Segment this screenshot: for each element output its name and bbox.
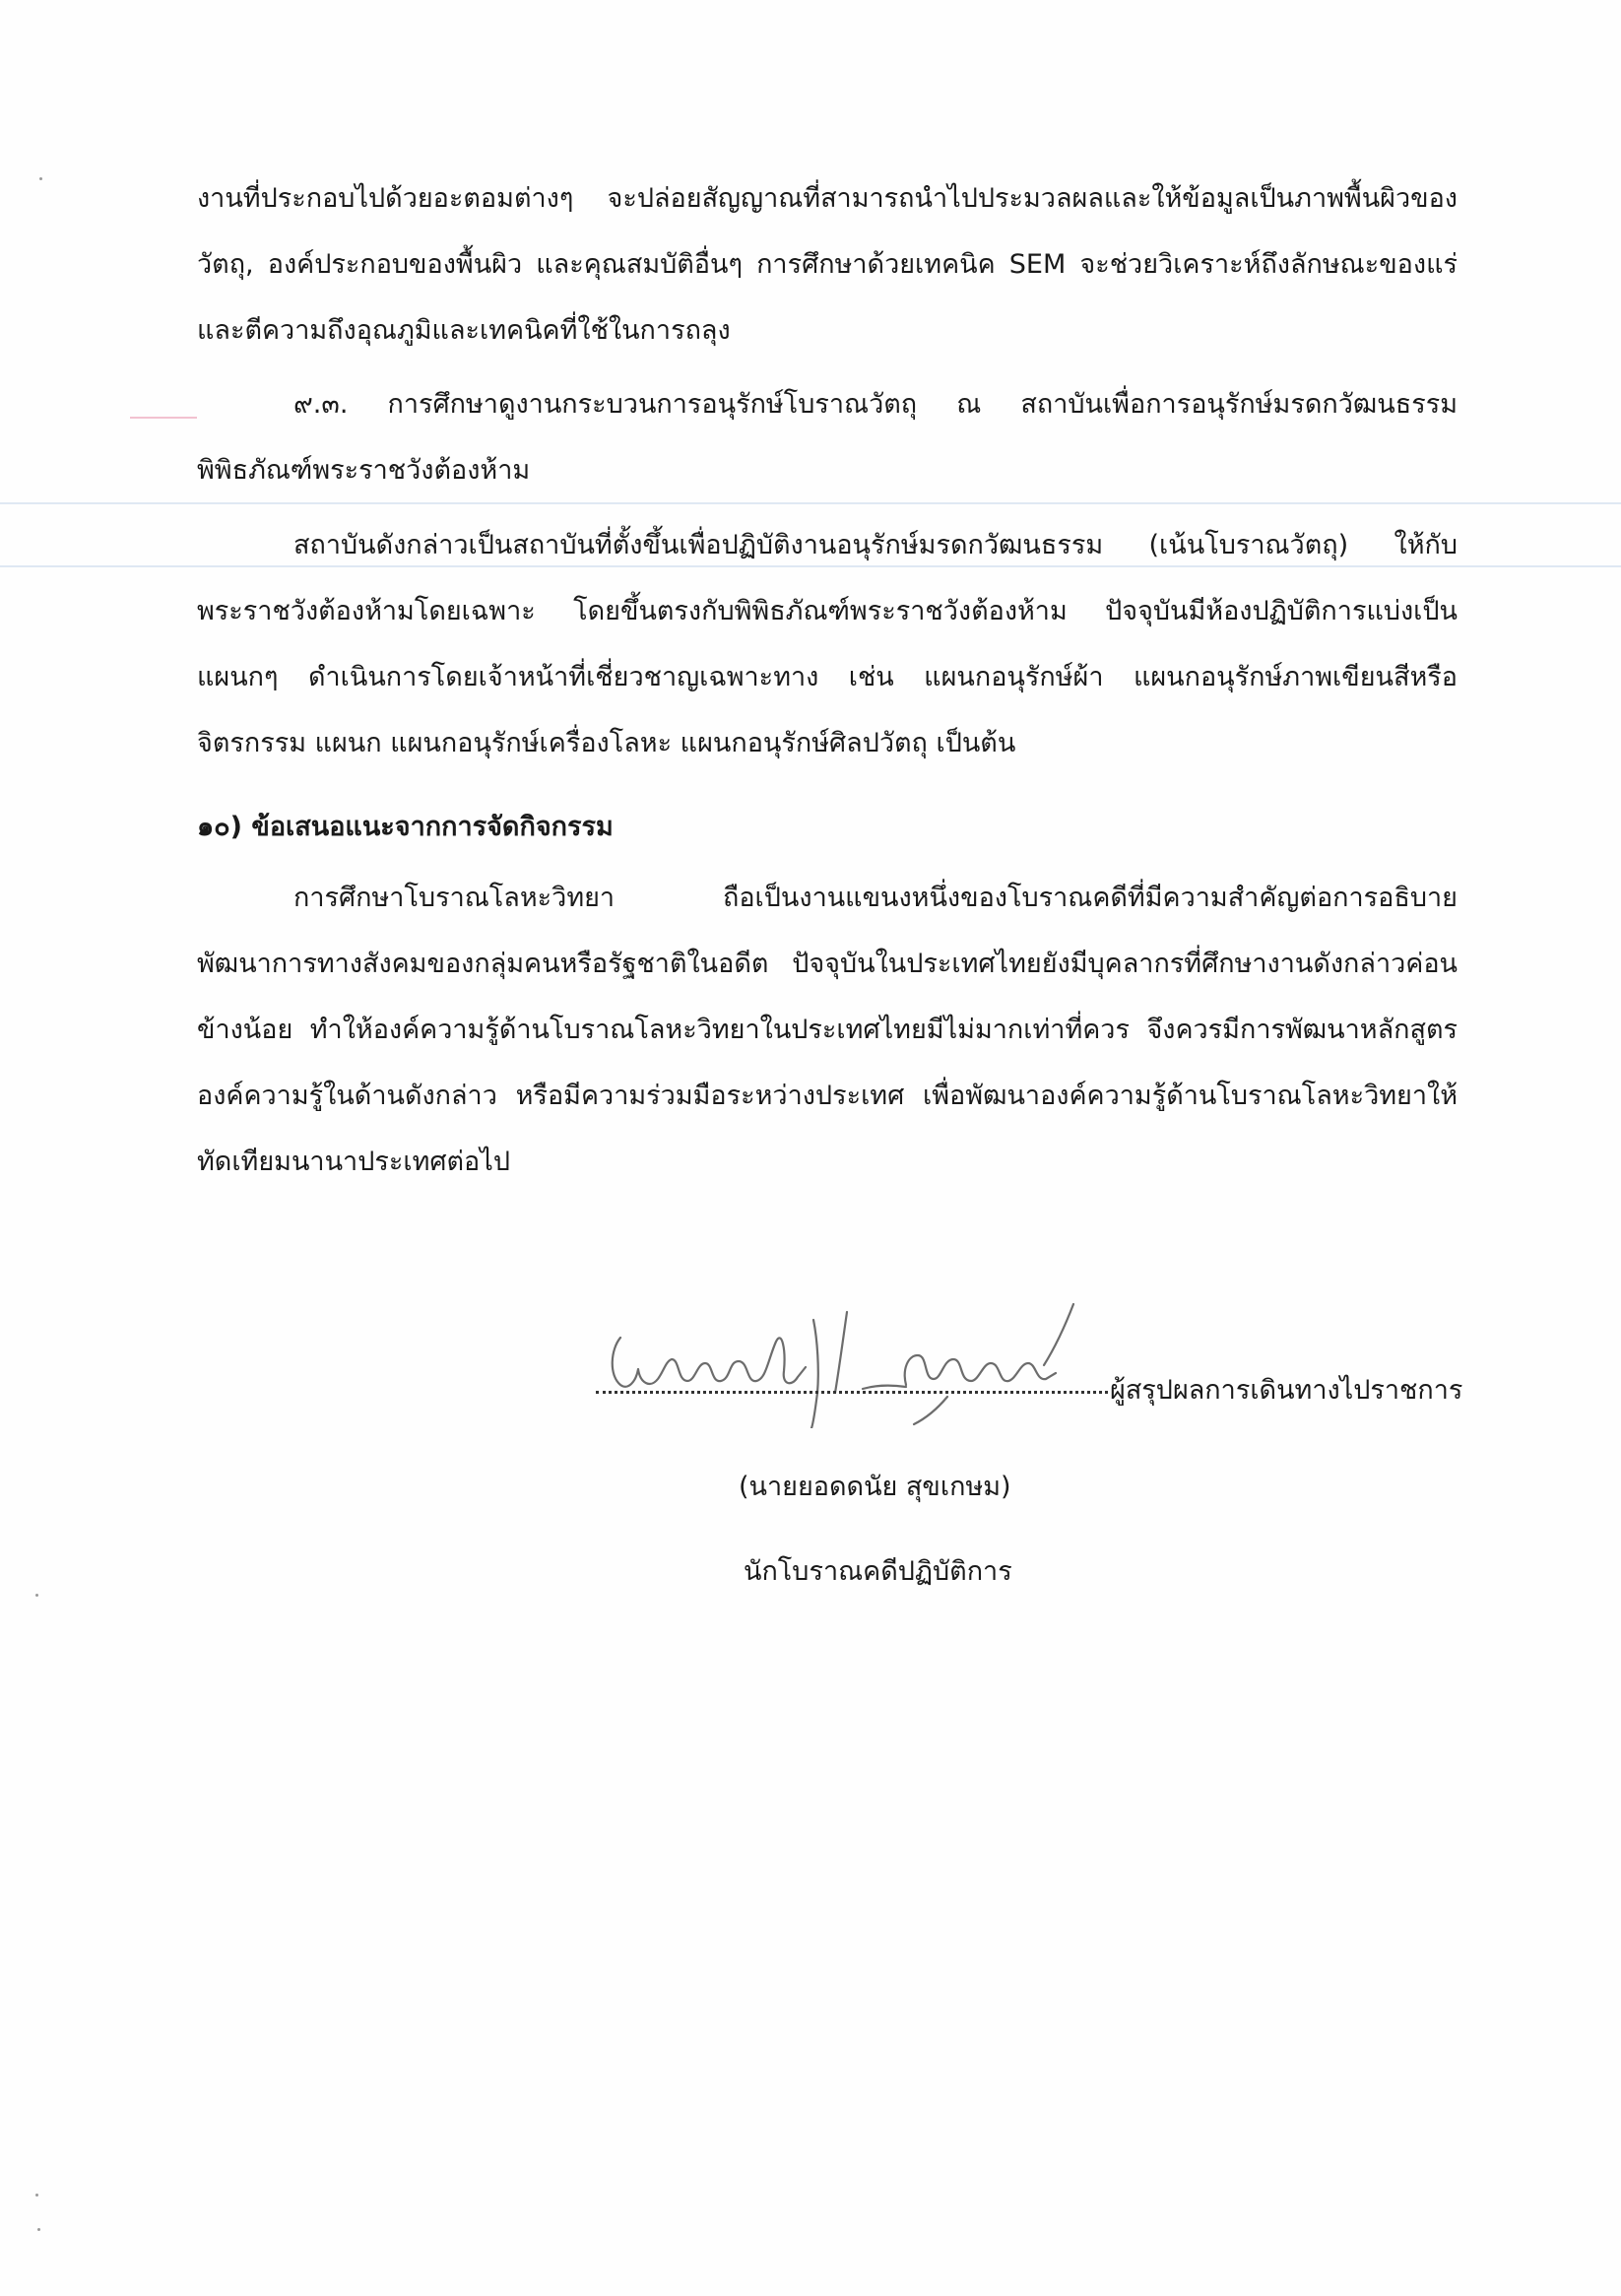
margin-mark [130, 417, 197, 419]
section-heading-text: ๙.๓. การศึกษาดูงานกระบวนการอนุรักษ์โบราณวัตถุ ณ สถาบันเพื่อการอนุรักษ์มรดกวัฒนธรรมพิพิธภัณฑ์พระราชวังต้องห้าม [197, 389, 1458, 486]
signature-dotted-line [596, 1391, 1108, 1394]
section-9-3-heading [197, 371, 1458, 503]
scan-speck [35, 1594, 38, 1597]
handwritten-signature [581, 1290, 1093, 1428]
section-10-heading [197, 794, 1458, 860]
section-body-text: สถาบันดังกล่าวเป็นสถาบันที่ตั้งขึ้นเพื่อปฏิบัติงานอนุรักษ์มรดกวัฒนธรรม (เน้นโบราณวัตถุ) ให้กับพระราชวังต้องห้ามโดยเฉพาะ โดยขึ้นตรงกับพิพิธภัณฑ์พระราชวังต้องห้าม ปัจจุบันมีห้องปฏิบัติการแบ่งเป็นแผนกๆ ดำเนินการโดยเจ้าหน้าที่เชี่ยวชาญเฉพาะทาง เช่น แผนกอนุรักษ์ผ้า แผนกอนุรักษ์ภาพเขียนสีหรือจิตรกรรม แผนก แผนกอนุรักษ์เครื่องโลหะ แผนกอนุรักษ์ศิลปวัตถุ เป็นต้น [197, 530, 1458, 758]
signatory-name: (นายยอดดนัย สุขเกษม) [739, 1472, 1011, 1502]
scan-speck [35, 2194, 38, 2197]
scan-speck [37, 2228, 40, 2231]
signature-role-label: ผู้สรุปผลการเดินทางไปราชการ [1110, 1375, 1463, 1406]
signatory-position: นักโบราณคดีปฏิบัติการ [744, 1556, 1012, 1587]
section-9-3-body [197, 512, 1458, 776]
section-body-text: การศึกษาโบราณโลหะวิทยา ถือเป็นงานแขนงหนึ่งของโบราณคดีที่มีความสำคัญต่อการอธิบายพัฒนาการทางสังคมของกลุ่มคนหรือรัฐชาติในอดีต ปัจจุบันในประเทศไทยยังมีบุคลากรที่ศึกษางานดังกล่าวค่อนข้างน้อย ทำให้องค์ความรู้ด้านโบราณโลหะวิทยาในประเทศไทยมีไม่มากเท่าที่ควร จึงควรมีการพัฒนาหลักสูตรองค์ความรู้ในด้านดังกล่าว หรือมีความร่วมมือระหว่างประเทศ เพื่อพัฒนาองค์ความรู้ด้านโบราณโลหะวิทยาให้ทัดเทียมนานาประเทศต่อไป [197, 883, 1458, 1177]
paragraph-sem-continuation [197, 165, 1458, 363]
section-10-body [197, 865, 1458, 1195]
scan-speck [39, 177, 42, 180]
paragraph-text: งานที่ประกอบไปด้วยอะตอมต่างๆ จะปล่อยสัญญาณที่สามารถนำไปประมวลผลและให้ข้อมูลเป็นภาพพื้นผิวของวัตถุ, องค์ประกอบของพื้นผิว และคุณสมบัติอื่นๆ การศึกษาด้วยเทคนิค SEM จะช่วยวิเคราะห์ถึงลักษณะของแร่และตีความถึงอุณภูมิและเทคนิคที่ใช้ในการถลุง [197, 183, 1458, 346]
section-heading-text: ๑๐) ข้อเสนอแนะจากการจัดกิจกรรม [197, 812, 614, 842]
